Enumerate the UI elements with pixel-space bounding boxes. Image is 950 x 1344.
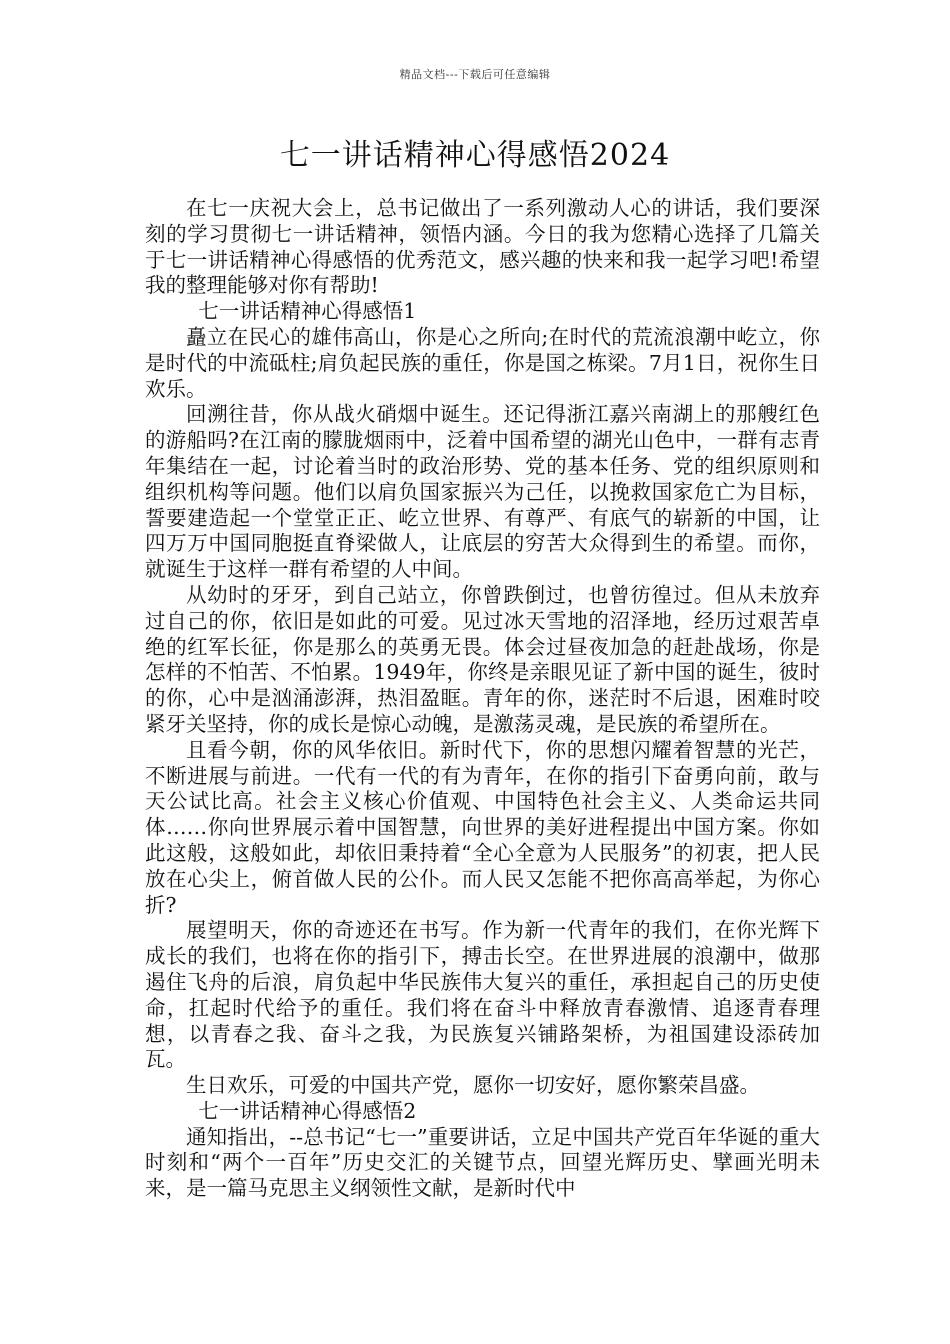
document-body xyxy=(145,196,820,1202)
section-heading-1: 七一讲话精神心得感悟1 xyxy=(198,299,417,324)
paragraph: 生日欢乐，可爱的中国共产党，愿你一切安好，愿你繁荣昌盛。 xyxy=(186,1073,760,1098)
document-title: 七一讲话精神心得感悟2024 xyxy=(279,138,671,173)
paragraph: 回溯往昔，你从战火硝烟中诞生。还记得浙江嘉兴南湖上的那艘红色的游船吗?在江南的朦胧烟雨中，泛着中国希望的湖光山色中，一群有志青年集结在一起，讨论着当时的政治形势、党的基本任务、党的组织原则和组织机构等问题。他们以肩负国家振兴为己任，以挽救国家危亡为目标，誓要建造起一个堂堂正正、屹立世界、有尊严、有底气的崭新的中国，让四万万中国同胞挺直脊梁做人，让底层的穷苦大众得到生的希望。而你，就诞生于这样一群有希望的人中间。 xyxy=(145,402,820,582)
paragraph: 通知指出，--总书记“七一”重要讲话，立足中国共产党百年华诞的重大时刻和“两个一百年”历史交汇的关键节点，回望光辉历史、擘画光明未来，是一篇马克思主义纲领性文献，是新时代中 xyxy=(145,1124,820,1201)
paragraph: 矗立在民心的雄伟高山，你是心之所向;在时代的荒流浪潮中屹立，你是时代的中流砥柱;肩负起民族的重任，你是国之栋梁。7月1日，祝你生日欢乐。 xyxy=(145,324,820,401)
paragraph: 展望明天，你的奇迹还在书写。作为新一代青年的我们，在你光辉下成长的我们，也将在你的指引下，搏击长空。在世界进展的浪潮中，做那遏住飞舟的后浪，肩负起中华民族伟大复兴的重任，承担起自己的历史使命，扛起时代给予的重任。我们将在奋斗中释放青春激情、追逐青春理想，以青春之我、奋斗之我，为民族复兴铺路架桥，为祖国建设添砖加瓦。 xyxy=(145,918,820,1072)
paragraph: 从幼时的牙牙，到自己站立，你曾跌倒过，也曾彷徨过。但从未放弃过自己的你，依旧是如此的可爱。见过冰天雪地的沼泽地，经历过艰苦卓绝的红军长征，你是那么的英勇无畏。体会过昼夜加急的赶赴战场，你是怎样的不怕苦、不怕累。1949年，你终是亲眼见证了新中国的诞生，彼时的你，心中是汹涌澎湃，热泪盈眶。青年的你，迷茫时不后退，困难时咬紧牙关坚持，你的成长是惊心动魄，是激荡灵魂，是民族的希望所在。 xyxy=(145,582,820,736)
paragraph: 且看今朝，你的风华依旧。新时代下，你的思想闪耀着智慧的光芒，不断进展与前进。一代有一代的有为青年，在你的指引下奋勇向前，敢与天公试比高。社会主义核心价值观、中国特色社会主义、人类命运共同体……你向世界展示着中国智慧，向世界的美好进程提出中国方案。你如此这般，这般如此，却依旧秉持着“全心全意为人民服务”的初衷，把人民放在心尖上，俯首做人民的公仆。而人民又怎能不把你高高举起，为你心折? xyxy=(145,737,820,917)
section-heading-2: 七一讲话精神心得感悟2 xyxy=(198,1098,417,1123)
intro-paragraph: 在七一庆祝大会上，总书记做出了一系列激动人心的讲话，我们要深刻的学习贯彻七一讲话精神，领悟内涵。今日的我为您精心选择了几篇关于七一讲话精神心得感悟的优秀范文，感兴趣的快来和我一起学习吧!希望我的整理能够对你有帮助! xyxy=(145,196,820,298)
header-note: 精品文档---下载后可任意编辑 xyxy=(399,68,551,81)
